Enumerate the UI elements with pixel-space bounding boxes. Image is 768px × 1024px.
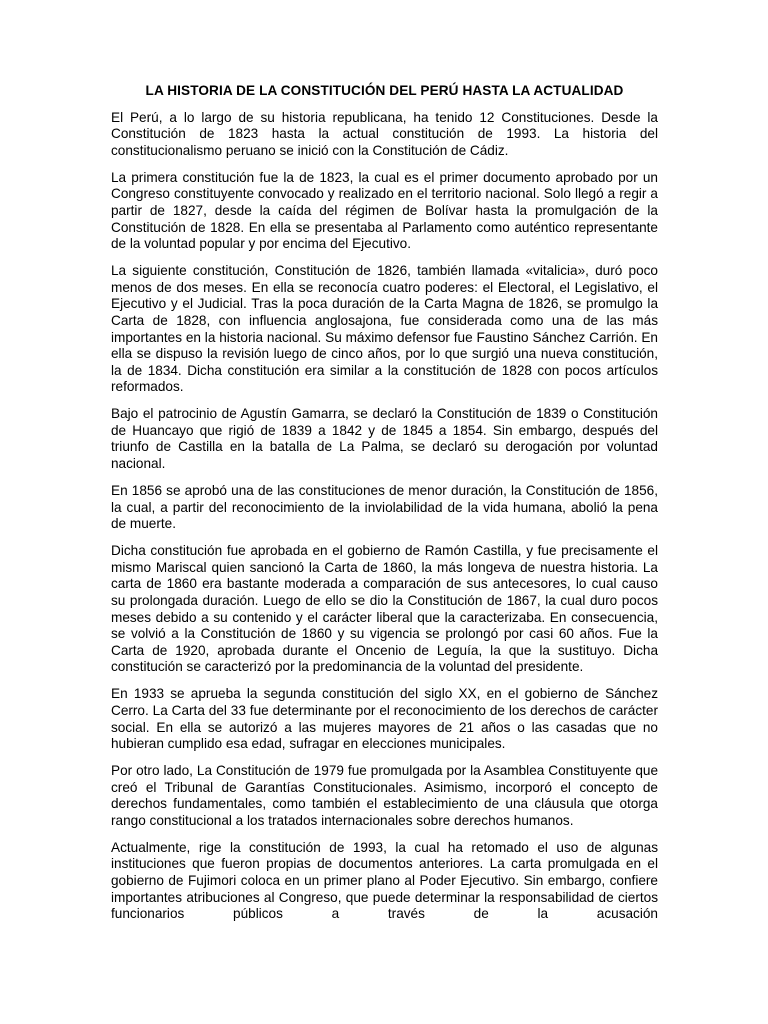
- paragraph-1856: En 1856 se aprobó una de las constituciones de menor duración, la Constitución de 1856, la cual, a partir del reconocimiento de la inviolabilidad de la vida humana, abolió la pena de muerte.: [111, 483, 658, 532]
- paragraph-1826: La siguiente constitución, Constitución de 1826, también llamada «vitalicia», duró poco menos de dos meses. En ella se reconocía cuatro poderes: el Electoral, el Legislativo, el Ejecutivo y el Judicial. Tras la poca duración de la Carta Magna de 1826, se promulgo la Carta de 1828, con influencia anglosajona, fue considerada como una de las más importantes en la historia nacional. Su máximo defensor fue Faustino Sánchez Carrión. En ella se dispuso la revisión luego de cinco años, por lo que surgió una nueva constitución, la de 1834. Dicha constitución era similar a la constitución de 1828 con pocos artículos reformados.: [111, 263, 658, 395]
- paragraph-intro: El Perú, a lo largo de su historia republicana, ha tenido 12 Constituciones. Desde la Constitución de 1823 hasta la actual constitución de 1993. La historia del constitucionalismo peruano se inició con la Constitución de Cádiz.: [111, 109, 658, 158]
- paragraph-1860: Dicha constitución fue aprobada en el gobierno de Ramón Castilla, y fue precisamente el mismo Mariscal quien sancionó la Carta de 1860, la más longeva de nuestra historia. La carta de 1860 era bastante moderada a comparación de sus antecesores, lo cual causo su prolongada duración. Luego de ello se dio la Constitución de 1867, la cual duro pocos meses debido a su contenido y el carácter liberal que la caracterizaba. En consecuencia, se volvió a la Constitución de 1860 y su vigencia se prolongó por casi 60 años. Fue la Carta de 1920, aprobada durante el Oncenio de Leguía, la que la sustituyo. Dicha constitución se caracterizó por la predominancia de la voluntad del presidente.: [111, 543, 658, 675]
- document-page: [111, 83, 658, 933]
- paragraph-1933: En 1933 se aprueba la segunda constitución del siglo XX, en el gobierno de Sánchez Cerro. La Carta del 33 fue determinante por el reconocimiento de los derechos de carácter social. En ella se autorizó a las mujeres mayores de 21 años o las casadas que no hubieran cumplido esa edad, sufragar en elecciones municipales.: [111, 686, 658, 752]
- paragraph-1979: Por otro lado, La Constitución de 1979 fue promulgada por la Asamblea Constituyente que creó el Tribunal de Garantías Constitucionales. Asimismo, incorporó el concepto de derechos fundamentales, como también el establecimiento de una cláusula que otorga rango constitucional a los tratados internacionales sobre derechos humanos.: [111, 763, 658, 828]
- paragraph-1823: La primera constitución fue la de 1823, la cual es el primer documento aprobado por un Congreso constituyente convocado y realizado en el territorio nacional. Solo llegó a regir a partir de 1827, desde la caída del régimen de Bolívar hasta la promulgación de la Constitución de 1828. En ella se presentaba al Parlamento como auténtico representante de la voluntad popular y por encima del Ejecutivo.: [111, 169, 658, 252]
- paragraph-1993: Actualmente, rige la constitución de 1993, la cual ha retomado el uso de algunas instituciones que fueron propias de documentos anteriores. La carta promulgada en el gobierno de Fujimori coloca en un primer plano al Poder Ejecutivo. Sin embargo, confiere importantes atribuciones al Congreso, que puede determinar la responsabilidad de ciertos funcionarios públicos a través de la acusación: [111, 839, 658, 922]
- paragraph-1839: Bajo el patrocinio de Agustín Gamarra, se declaró la Constitución de 1839 o Constitución de Huancayo que rigió de 1839 a 1842 y de 1845 a 1854. Sin embargo, después del triunfo de Castilla en la batalla de La Palma, se declaró su derogación por voluntad nacional.: [111, 406, 658, 472]
- document-title: LA HISTORIA DE LA CONSTITUCIÓN DEL PERÚ HASTA LA ACTUALIDAD: [145, 83, 624, 98]
